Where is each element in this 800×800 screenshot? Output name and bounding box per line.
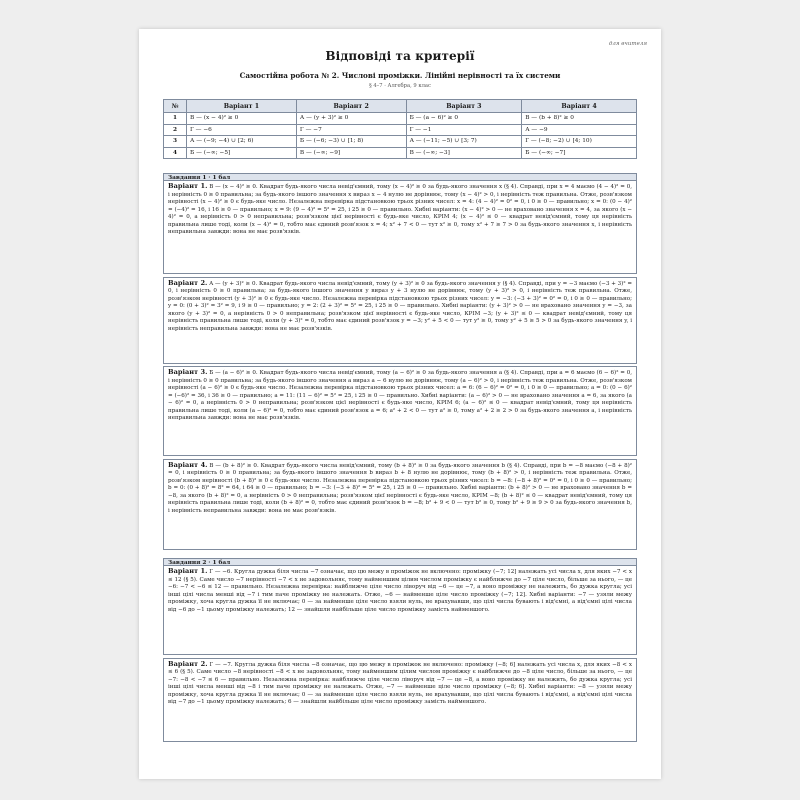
table-cell: 2 — [164, 124, 187, 136]
variant-label: Варіант 1. — [168, 182, 208, 190]
table-cell: Б — (a − 6)² ≥ 0 — [406, 113, 522, 125]
variant-label: Варіант 2. — [168, 659, 208, 668]
table-cell: Г — −1 — [406, 124, 522, 136]
variant-label: Варіант 2. — [168, 278, 208, 287]
table-header-cell: Варіант 4 — [522, 100, 637, 113]
table-row — [164, 136, 637, 148]
answer-sheet-page — [139, 29, 661, 779]
task-1-variant-1 — [163, 181, 637, 274]
teacher-note: для вчителя — [608, 41, 647, 47]
variant-text: Г — −7. Кругла дужка біля числа −8 означає, що цю межу в проміжок не включено: проміжку (−8; 6] належать усі числа x, для яких −8 < x ≤ 6 (§ 5). Саме число −8 нерівності −8 < x не задовольняє, тому найменшим цілим числом проміжку є найближче до −8 ціле число, більше за нього, — це −7: −8 < −7 ≤ 6 — правильно. Незалежна перевірка: найближче ціле число ліворуч від −7 — це −8, а воно проміжку не належить, бо дужка кругла; усі інші цілі числа менші від −8 і тим паче проміжку не належать. Отже, −7 — найменше ціле число проміжку (−8; 6]. Хибні варіанти: −8 — узяли межу проміжку, хоча кругла дужка її не включає; 0 — за найменше ціле число взяли нуль, не врахувавши, що цілі числа бувають і від'ємні, а від'ємні цілі числа від −7 до −1 цьому проміжку належать; 6 — знайшли найбільше ціле число проміжку замість найменшого. — [168, 661, 632, 706]
variant-text: Г — −6. Кругла дужка біля числа −7 означає, що цю межу в проміжок не включено: проміжку (−7; 12] належать усі числа x, для яких −7 < x ≤ 12 (§ 5). Саме число −7 нерівності −7 < x не задовольняє, тому найменшим цілим числом проміжку є найближче до −7 ціле число, більше за нього, — це −6: −7 < −6 ≤ 12 — правильно. Незалежна перевірка: найближче ціле число ліворуч від −6 — це −7, а воно проміжку не належить, бо дужка кругла; усі інші цілі числа менші від −7 і тим паче проміжку не належать. Отже, −6 — найменше ціле число проміжку (−7; 12]. Хибні варіанти: −7 — узяли межу проміжку, хоча кругла дужка її не включає; 0 — за найменше ціле число взяли нуль, не врахувавши, що цілі числа бувають і від'ємні, а від'ємні цілі числа від −6 до −1 цьому проміжку належать; 12 — знайшли найбільше ціле число проміжку замість найменшого. — [168, 569, 633, 613]
variant-label: Варіант 4. — [168, 460, 208, 469]
table-header-cell: Варіант 3 — [406, 100, 522, 113]
table-cell: В — (−∞; −3] — [406, 147, 522, 159]
table-row — [164, 147, 637, 159]
table-header-row — [164, 100, 637, 113]
table-header-cell: Варіант 2 — [296, 100, 406, 113]
table-cell: Б — (−∞; −7] — [522, 147, 637, 159]
task-1-section — [163, 173, 637, 550]
table-cell: В — (−∞; −9] — [296, 147, 406, 159]
task-1-variant-3 — [163, 366, 637, 456]
table-header-cell: Варіант 1 — [187, 100, 297, 113]
task-1-header: Завдання 1 · 1 бал — [163, 173, 637, 181]
task-2-header: Завдання 2 · 1 бал — [163, 558, 637, 566]
task-1-variant-4 — [163, 459, 637, 550]
table-header-cell: № — [164, 100, 187, 113]
variant-text: В — (b + 8)² ≥ 0. Квадрат будь-якого числа невід'ємний, тому (b + 8)² ≥ 0 за будь-якого значення b (§ 4). Справді, при b = −8 маємо (−8 + 8)² = 0, і нерівність 0 ≥ 0 правильна; за будь-якого іншого значення b вираз b + 8 нулю не дорівнює, тому (b + 8)² > 0, і нерівність теж правильна. Отже, розв'язком нерівності (b + 8)² ≥ 0 є будь-яке число. Незалежна перевірка підстановкою трьох різних чисел: b = −8: (−8 + 8)² = 0² = 0, і 0 ≥ 0 — правильно; b = 0: (0 + 8)² = 8² = 64, і 64 ≥ 0 — правильно; b = −3: (−3 + 8)² = 5² = 25, і 25 ≥ 0 — правильно. Хибні варіанти: (b + 8)² > 0 — не враховано значення b = −8, за якого (b + 8)² = 0, а нерівність 0 > 0 неправильна; розв'язком цієї нерівності є будь-яке число, КРІМ −8; (b + 8)² ≤ 0 — квадрат невід'ємний, тому ця нерівність правильна лише тоді, коли (b + 8)² = 0, тобто має єдиний розв'язок b = −8; b² + 9 < 0 — тут b² ≥ 0, тому b² + 9 ≥ 9 > 0 за будь-якого значення b, і нерівність неправильна завжди: вона не має розв'язків. — [168, 462, 633, 514]
table-cell: А — (−9; −4) ∪ [2; 6) — [187, 136, 297, 148]
table-cell: А — (y + 3)² ≥ 0 — [296, 113, 406, 125]
table-cell: В — (b + 8)² ≥ 0 — [522, 113, 637, 125]
task-2-variant-2 — [163, 658, 637, 742]
variant-text: А — (y + 3)² ≥ 0. Квадрат будь-якого числа невід'ємний, тому (y + 3)² ≥ 0 за будь-якого значення y (§ 4). Справді, при y = −3 маємо (−3 + 3)² = 0, і нерівність 0 ≥ 0 правильна; за будь-якого іншого значення y вираз y + 3 нулю не дорівнює, тому (y + 3)² > 0, і нерівність теж правильна. Отже, розв'язком нерівності (y + 3)² ≥ 0 є будь-яке число. Незалежна перевірка підстановкою трьох різних чисел: y = −3: (−3 + 3)² = 0² = 0, і 0 ≥ 0 — правильно; y = 0: (0 + 3)² = 3² = 9, і 9 ≥ 0 — правильно; y = 2: (2 + 3)² = 5² = 25, і 25 ≥ 0 — правильно. Хибні варіанти: (y + 3)² > 0 — не враховано значення y = −3, за якого (y + 3)² = 0, а нерівність 0 > 0 неправильна; розв'язком цієї нерівності є будь-яке число, КРІМ −3; (y + 3)² ≤ 0 — квадрат невід'ємний, тому ця нерівність правильна лише тоді, коли (y + 3)² = 0, тобто має єдиний розв'язок y = −3; y² + 5 < 0 — тут y² ≥ 0, тому y² + 5 ≥ 5 > 0 за будь-якого значення y, і нерівність неправильна завжди: вона не має розв'язків. — [168, 280, 632, 332]
variant-label: Варіант 3. — [168, 368, 208, 376]
table-cell: А — (−11; −5) ∪ [3; 7) — [406, 136, 522, 148]
task-2-variant-1 — [163, 566, 637, 655]
task-2-section — [163, 558, 637, 742]
table-row — [164, 124, 637, 136]
page-meta: § 4–7 · Алгебра, 9 клас — [369, 83, 431, 89]
table-cell: 3 — [164, 136, 187, 148]
variant-text: В — (x − 4)² ≥ 0. Квадрат будь-якого числа невід'ємний, тому (x − 4)² ≥ 0 за будь-якого значення x (§ 4). Справді, при x = 4 маємо (4 − 4)² = 0, і нерівність 0 ≥ 0 правильна; за будь-якого іншого значення x вираз x − 4 нулю не дорівнює, тому (x − 4)² > 0, і нерівність теж правильна. Отже, розв'язком нерівності (x − 4)² ≥ 0 є будь-яке число. Незалежна перевірка підстановкою трьох різних чисел: x = 4: (4 − 4)² = 0² = 0, і 0 ≥ 0 — правильно; x = 0: (0 − 4)² = (−4)² = 16, і 16 ≥ 0 — правильно; x = 9: (9 − 4)² = 5² = 25, і 25 ≥ 0 — правильно. Хибні варіанти: (x − 4)² > 0 — не враховано значення x = 4, за якого (x − 4)² = 0, а нерівність 0 > 0 неправильна; розв'язком цієї нерівності є будь-яке число, КРІМ 4; (x − 4)² ≤ 0 — квадрат невід'ємний, тому ця нерівність правильна лише тоді, коли (x − 4)² = 0, тобто має єдиний розв'язок x = 4; x² + 7 < 0 — тут x² ≥ 0, тому x² + 7 ≥ 7 > 0 за будь-якого значення x, і нерівність неправильна завжди: вона не має розв'язків. — [168, 184, 633, 236]
table-cell: Г — −7 — [296, 124, 406, 136]
page-subtitle: Самостійна робота № 2. Числові проміжки. Лінійні нерівності та їх системи — [239, 71, 561, 80]
answer-key-table — [163, 99, 637, 159]
variant-label: Варіант 1. — [168, 567, 208, 575]
table-cell: В — (x − 4)² ≥ 0 — [187, 113, 297, 125]
table-cell: Б — (−∞; −5] — [187, 147, 297, 159]
table-cell: Б — (−6; −3) ∪ [1; 8) — [296, 136, 406, 148]
table-cell: 4 — [164, 147, 187, 159]
table-cell: 1 — [164, 113, 187, 125]
task-1-variant-2 — [163, 277, 637, 364]
table-cell: Г — (−8; −2) ∪ [4; 10) — [522, 136, 637, 148]
table-cell: А — −9 — [522, 124, 637, 136]
variant-text: Б — (a − 6)² ≥ 0. Квадрат будь-якого числа невід'ємний, тому (a − 6)² ≥ 0 за будь-якого значення a (§ 4). Справді, при a = 6 маємо (6 − 6)² = 0, і нерівність 0 ≥ 0 правильна; за будь-якого іншого значення a вираз a − 6 нулю не дорівнює, тому (a − 6)² > 0, і нерівність теж правильна. Отже, розв'язком нерівності (a − 6)² ≥ 0 є будь-яке число. Незалежна перевірка підстановкою трьох різних чисел: a = 6: (6 − 6)² = 0² = 0, і 0 ≥ 0 — правильно; a = 0: (0 − 6)² = (−6)² = 36, і 36 ≥ 0 — правильно; a = 11: (11 − 6)² = 5² = 25, і 25 ≥ 0 — правильно. Хибні варіанти: (a − 6)² > 0 — не враховано значення a = 6, за якого (a − 6)² = 0, а нерівність 0 > 0 неправильна; розв'язком цієї нерівності є будь-яке число, КРІМ 6; (a − 6)² ≤ 0 — квадрат невід'ємний, тому ця нерівність правильна лише тоді, коли (a − 6)² = 0, тобто має єдиний розв'язок a = 6; a² + 2 < 0 — тут a² ≥ 0, тому a² + 2 ≥ 2 > 0 за будь-якого значення a, і нерівність неправильна завжди: вона не має розв'язків. — [168, 370, 632, 422]
table-row — [164, 113, 637, 125]
page-title: Відповіді та критерії — [325, 49, 475, 63]
table-cell: Г — −6 — [187, 124, 297, 136]
